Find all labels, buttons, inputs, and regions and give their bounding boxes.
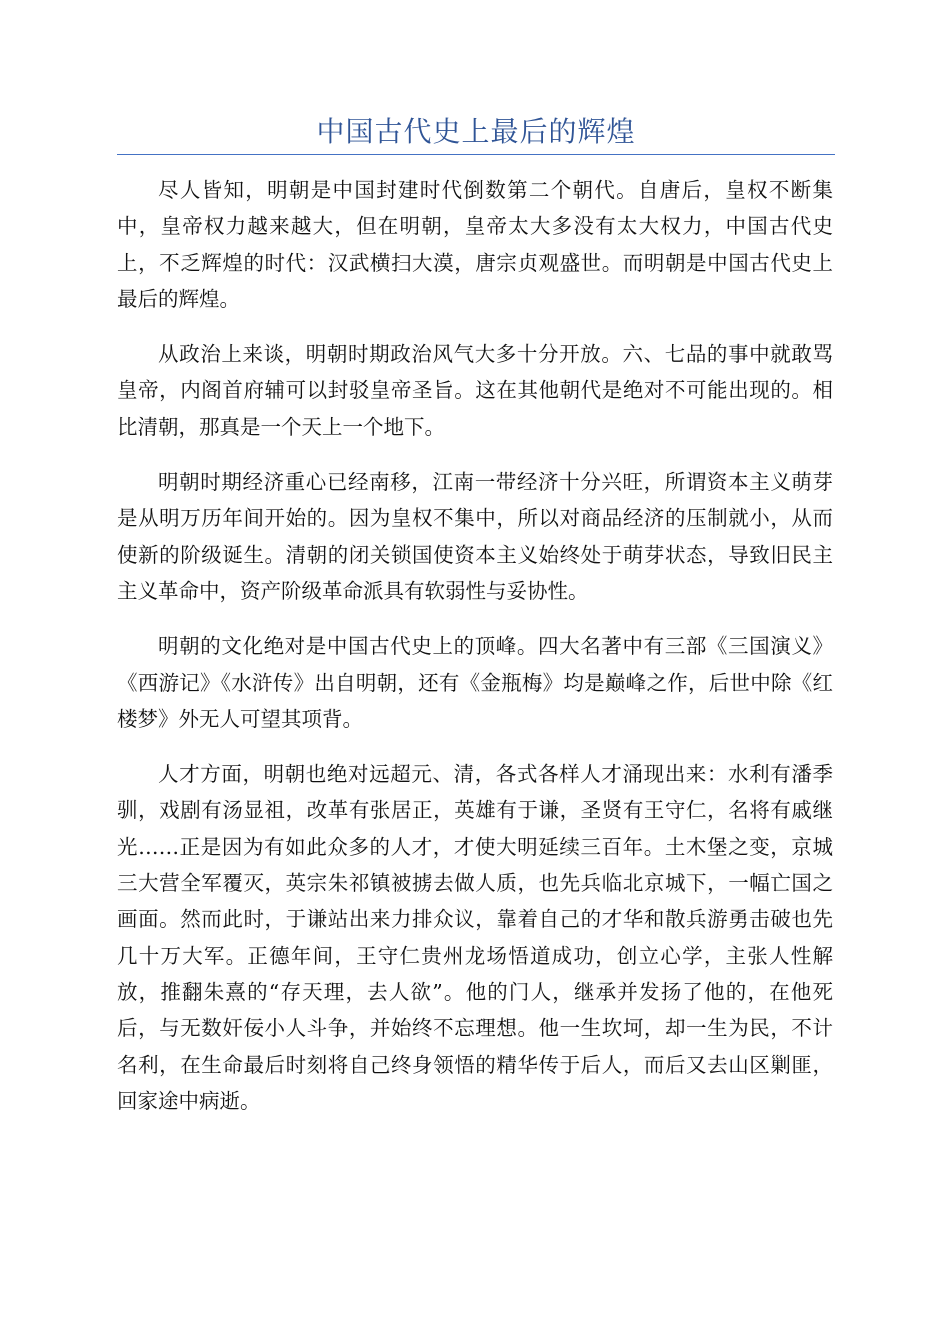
paragraph-1: 尽人皆知，明朝是中国封建时代倒数第二个朝代。自唐后，皇权不断集中，皇帝权力越来越大，但在明朝，皇帝太大多没有太大权力，中国古代史上，不乏辉煌的时代：汉武横扫大漠，唐宗贞观盛世。而明朝是中国古代史上最后的辉煌。 [117,178,833,311]
paragraph-4: 明朝的文化绝对是中国古代史上的顶峰。四大名著中有三部《三国演义》《西游记》《水浒传》出自明朝，还有《金瓶梅》均是巅峰之作，后世中除《红楼梦》外无人可望其项背。 [117,634,833,731]
document-body [117,172,833,1138]
paragraph-2: 从政治上来谈，明朝时期政治风气大多十分开放。六、七品的事中就敢骂皇帝，内阁首府辅可以封驳皇帝圣旨。这在其他朝代是绝对不可能出现的。相比清朝，那真是一个天上一个地下。 [117,342,833,439]
paragraph-5: 人才方面，明朝也绝对远超元、清，各式各样人才涌现出来：水利有潘季驯，戏剧有汤显祖，改革有张居正，英雄有于谦，圣贤有王守仁，名将有戚继光……正是因为有如此众多的人才，才使大明延续三百年。土木堡之变，京城三大营全军覆灭，英宗朱祁镇被掳去做人质，也先兵临北京城下，一幅亡国之画面。然而此时，于谦站出来力排众议，靠着自己的才华和散兵游勇击破也先几十万大军。正德年间，王守仁贵州龙场悟道成功，创立心学，主张人性解放，推翻朱熹的“存天理，去人欲”。他的门人，继承并发扬了他的，在他死后，与无数奸佞小人斗争，并始终不忘理想。他一生坎坷，却一生为民，不计名利，在生命最后时刻将自己终身领悟的精华传于后人，而后又去山区剿匪，回家途中病逝。 [117,762,833,1113]
document-title: 中国古代史上最后的辉煌 [316,115,636,148]
title-underline [117,154,835,155]
paragraph-3: 明朝时期经济重心已经南移，江南一带经济十分兴旺，所谓资本主义萌芽是从明万历年间开始的。因为皇权不集中，所以对商品经济的压制就小，从而使新的阶级诞生。清朝的闭关锁国使资本主义始终处于萌芽状态，导致旧民主主义革命中，资产阶级革命派具有软弱性与妥协性。 [117,470,833,603]
